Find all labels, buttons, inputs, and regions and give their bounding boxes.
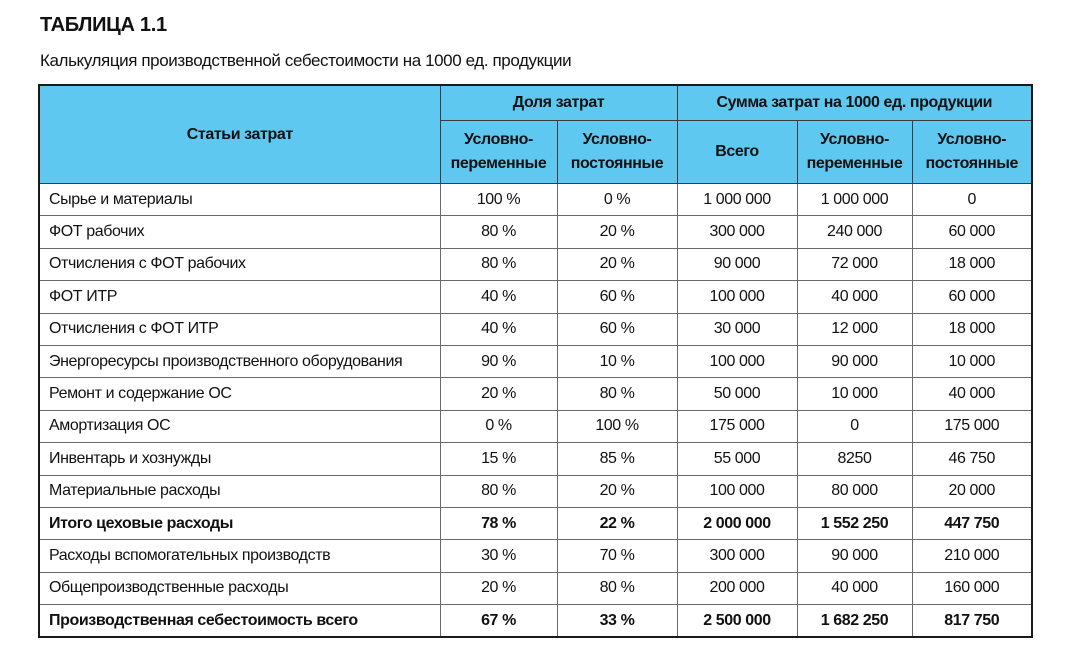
sum-fixed-cell: 210 000 [912, 540, 1032, 572]
share-variable-cell: 20 % [440, 572, 557, 604]
sum-fixed-cell: 20 000 [912, 475, 1032, 507]
share-variable-cell: 40 % [440, 313, 557, 345]
sum-variable-cell: 12 000 [797, 313, 912, 345]
cost-item-name: Отчисления с ФОТ рабочих [39, 248, 440, 280]
cost-item-name: Производственная себестоимость всего [39, 605, 440, 638]
sum-variable-cell: 1 000 000 [797, 184, 912, 216]
header-cost-items: Статьи затрат [39, 85, 440, 184]
cost-item-name: Энергоресурсы производственного оборудования [39, 345, 440, 377]
header-share-variable-line1: Условно- [464, 131, 533, 148]
sum-fixed-cell: 817 750 [912, 605, 1032, 638]
total-cell: 2 000 000 [677, 507, 797, 539]
total-cell: 30 000 [677, 313, 797, 345]
sum-variable-cell: 0 [797, 410, 912, 442]
total-cell: 300 000 [677, 540, 797, 572]
header-share-fixed-line1: Условно- [582, 131, 652, 148]
share-fixed-cell: 0 % [557, 184, 677, 216]
sum-fixed-cell: 60 000 [912, 216, 1032, 248]
cost-item-name: Отчисления с ФОТ ИТР [39, 313, 440, 345]
cost-item-name: Ремонт и содержание ОС [39, 378, 440, 410]
total-cell: 100 000 [677, 475, 797, 507]
sum-variable-cell: 1 552 250 [797, 507, 912, 539]
cost-item-name: Сырье и материалы [39, 184, 440, 216]
share-variable-cell: 40 % [440, 281, 557, 313]
header-row-groups [39, 85, 1032, 121]
total-cell: 50 000 [677, 378, 797, 410]
header-sum-fixed [912, 121, 1032, 184]
sum-fixed-cell: 40 000 [912, 378, 1032, 410]
share-variable-cell: 90 % [440, 345, 557, 377]
header-total: Всего [677, 121, 797, 184]
sum-variable-cell: 72 000 [797, 248, 912, 280]
share-fixed-cell: 20 % [557, 248, 677, 280]
share-fixed-cell: 10 % [557, 345, 677, 377]
cost-item-name: Амортизация ОС [39, 410, 440, 442]
table-row [39, 281, 1032, 313]
cost-calculation-table [38, 84, 1033, 638]
total-cell: 1 000 000 [677, 184, 797, 216]
header-sum-variable [797, 121, 912, 184]
table-row [39, 345, 1032, 377]
share-fixed-cell: 20 % [557, 216, 677, 248]
cost-item-name: Инвентарь и хознужды [39, 443, 440, 475]
sum-fixed-cell: 175 000 [912, 410, 1032, 442]
total-cell: 200 000 [677, 572, 797, 604]
sum-variable-cell: 10 000 [797, 378, 912, 410]
share-fixed-cell: 22 % [557, 507, 677, 539]
cost-item-name: Итого цеховые расходы [39, 507, 440, 539]
sum-fixed-cell: 10 000 [912, 345, 1032, 377]
sum-variable-cell: 40 000 [797, 281, 912, 313]
share-variable-cell: 80 % [440, 216, 557, 248]
share-variable-cell: 100 % [440, 184, 557, 216]
cost-item-name: ФОТ рабочих [39, 216, 440, 248]
sum-fixed-cell: 60 000 [912, 281, 1032, 313]
table-row [39, 572, 1032, 604]
cost-item-name: Материальные расходы [39, 475, 440, 507]
header-sum-fixed-line2: постоянные [925, 155, 1019, 172]
share-variable-cell: 67 % [440, 605, 557, 638]
header-share-fixed [557, 121, 677, 184]
total-cell: 100 000 [677, 345, 797, 377]
sum-variable-cell: 8250 [797, 443, 912, 475]
sum-fixed-cell: 18 000 [912, 248, 1032, 280]
sum-variable-cell: 40 000 [797, 572, 912, 604]
share-fixed-cell: 60 % [557, 281, 677, 313]
cost-item-name: Расходы вспомогательных производств [39, 540, 440, 572]
share-fixed-cell: 80 % [557, 378, 677, 410]
sum-variable-cell: 1 682 250 [797, 605, 912, 638]
table-row [39, 378, 1032, 410]
sum-variable-cell: 90 000 [797, 540, 912, 572]
share-variable-cell: 78 % [440, 507, 557, 539]
grand-total-row [39, 605, 1032, 638]
cost-item-name: Общепроизводственные расходы [39, 572, 440, 604]
share-variable-cell: 15 % [440, 443, 557, 475]
total-cell: 300 000 [677, 216, 797, 248]
share-variable-cell: 20 % [440, 378, 557, 410]
table-row [39, 313, 1032, 345]
header-share-variable [440, 121, 557, 184]
table-row [39, 248, 1032, 280]
sum-variable-cell: 80 000 [797, 475, 912, 507]
table-row [39, 216, 1032, 248]
sum-fixed-cell: 160 000 [912, 572, 1032, 604]
header-share-fixed-line2: постоянные [570, 155, 664, 172]
sum-variable-cell: 240 000 [797, 216, 912, 248]
share-fixed-cell: 85 % [557, 443, 677, 475]
header-sum-fixed-line1: Условно- [937, 131, 1007, 148]
sum-fixed-cell: 46 750 [912, 443, 1032, 475]
share-variable-cell: 0 % [440, 410, 557, 442]
header-share-variable-line2: переменные [450, 155, 547, 172]
share-variable-cell: 80 % [440, 475, 557, 507]
share-variable-cell: 80 % [440, 248, 557, 280]
share-fixed-cell: 70 % [557, 540, 677, 572]
table-row [39, 475, 1032, 507]
share-fixed-cell: 80 % [557, 572, 677, 604]
share-fixed-cell: 20 % [557, 475, 677, 507]
cost-item-name: ФОТ ИТР [39, 281, 440, 313]
total-cell: 2 500 000 [677, 605, 797, 638]
table-caption-subtitle: Калькуляция производственной себестоимости на 1000 ед. продукции [40, 51, 572, 70]
table-row [39, 540, 1032, 572]
total-cell: 100 000 [677, 281, 797, 313]
header-sum-variable-line1: Условно- [820, 131, 889, 148]
sum-fixed-cell: 18 000 [912, 313, 1032, 345]
share-variable-cell: 30 % [440, 540, 557, 572]
share-fixed-cell: 60 % [557, 313, 677, 345]
table-caption-title: ТАБЛИЦА 1.1 [40, 14, 167, 36]
table-body [39, 184, 1032, 638]
table-row [39, 184, 1032, 216]
table-header [39, 85, 1032, 184]
sum-variable-cell: 90 000 [797, 345, 912, 377]
header-share-group: Доля затрат [440, 85, 677, 121]
sum-fixed-cell: 447 750 [912, 507, 1032, 539]
table-row [39, 443, 1032, 475]
table-row [39, 410, 1032, 442]
subtotal-row [39, 507, 1032, 539]
total-cell: 55 000 [677, 443, 797, 475]
share-fixed-cell: 100 % [557, 410, 677, 442]
total-cell: 90 000 [677, 248, 797, 280]
total-cell: 175 000 [677, 410, 797, 442]
header-sum-variable-line2: переменные [806, 155, 903, 172]
sum-fixed-cell: 0 [912, 184, 1032, 216]
header-sum-group: Сумма затрат на 1000 ед. продукции [677, 85, 1032, 121]
share-fixed-cell: 33 % [557, 605, 677, 638]
